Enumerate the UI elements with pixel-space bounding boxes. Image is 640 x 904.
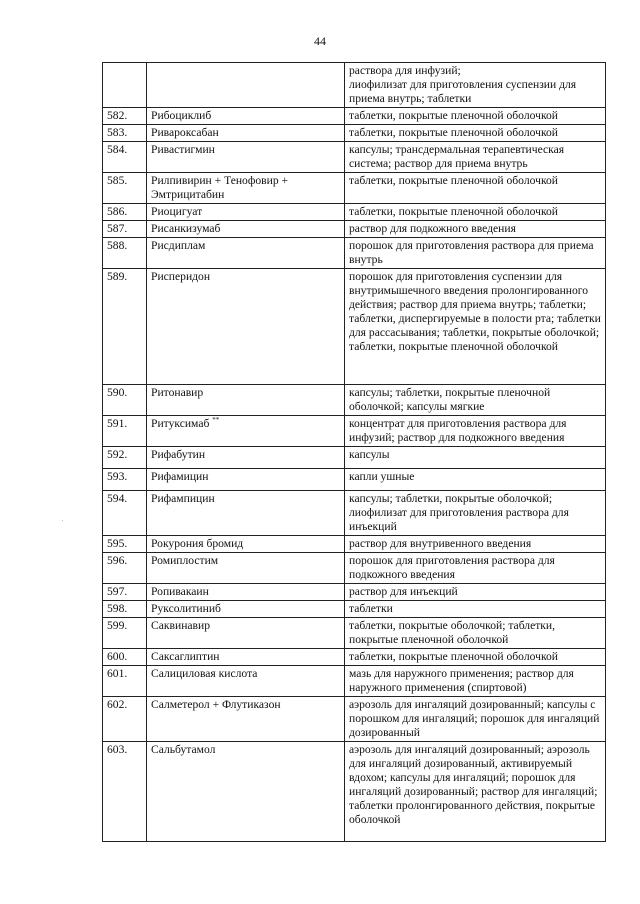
drug-name: Рисперидон bbox=[151, 270, 211, 283]
drug-name-cell bbox=[147, 204, 345, 221]
drug-name-cell bbox=[147, 221, 345, 238]
dosage-form: порошок для приготовления суспензии для внутримышечного введения пролонгированного действия; раствор для приема внутрь; таблетки; таблетки, диспергируемые в полости рта; таблетки для рассасывания; таблетки, покрытые оболочкой; таблетки, покрытые пленочной оболочкой bbox=[345, 269, 606, 385]
dosage-form: концентрат для приготовления раствора для инфузий; раствор для подкожного введения bbox=[345, 416, 606, 447]
table-row bbox=[103, 416, 606, 447]
drug-name: Рифабутин bbox=[151, 448, 206, 461]
drug-name-cell bbox=[147, 666, 345, 697]
drug-name: Ривастигмин bbox=[151, 143, 215, 156]
dosage-form: таблетки bbox=[345, 601, 606, 618]
row-number: 582. bbox=[103, 108, 147, 125]
drug-name: Сальбутамол bbox=[151, 743, 216, 756]
drug-name: Ропивакаин bbox=[151, 585, 209, 598]
row-number: 590. bbox=[103, 385, 147, 416]
drug-name-cell bbox=[147, 238, 345, 269]
drug-name-cell bbox=[147, 469, 345, 491]
drug-name-cell bbox=[147, 108, 345, 125]
table-row bbox=[103, 536, 606, 553]
dosage-form: таблетки, покрытые пленочной оболочкой bbox=[345, 649, 606, 666]
drug-name-cell bbox=[147, 697, 345, 742]
row-number: 595. bbox=[103, 536, 147, 553]
drug-name-cell bbox=[147, 491, 345, 536]
table-row bbox=[103, 469, 606, 491]
dosage-form: капли ушные bbox=[345, 469, 606, 491]
drug-name: Руксолитиниб bbox=[151, 602, 221, 615]
dosage-form: аэрозоль для ингаляций дозированный; капсулы с порошком для ингаляций; порошок для ингаляций дозированный bbox=[345, 697, 606, 742]
drug-name: Рилпивирин + Тенофовир + Эмтрицитабин bbox=[151, 174, 289, 201]
drug-name: Саквинавир bbox=[151, 619, 211, 632]
row-number: 603. bbox=[103, 742, 147, 842]
dosage-form: капсулы; таблетки, покрытые оболочкой; лиофилизат для приготовления раствора для инъекций bbox=[345, 491, 606, 536]
table-row bbox=[103, 553, 606, 584]
table-row bbox=[103, 385, 606, 416]
row-number: 602. bbox=[103, 697, 147, 742]
table-row bbox=[103, 125, 606, 142]
row-number: 596. bbox=[103, 553, 147, 584]
table-row bbox=[103, 666, 606, 697]
drug-name-cell bbox=[147, 742, 345, 842]
dosage-form: раствор для инъекций bbox=[345, 584, 606, 601]
dosage-form: таблетки, покрытые пленочной оболочкой bbox=[345, 125, 606, 142]
drug-name: Рисдиплам bbox=[151, 239, 206, 252]
table-row bbox=[103, 238, 606, 269]
drug-name-cell bbox=[147, 536, 345, 553]
table-row bbox=[103, 173, 606, 204]
drug-name-cell bbox=[147, 553, 345, 584]
row-number: 601. bbox=[103, 666, 147, 697]
drug-name: Рифампицин bbox=[151, 492, 215, 505]
drug-name: Рисанкизумаб bbox=[151, 222, 221, 235]
table-body bbox=[103, 63, 606, 842]
row-number bbox=[103, 63, 147, 108]
drug-name-cell bbox=[147, 416, 345, 447]
table-row bbox=[103, 491, 606, 536]
table-row bbox=[103, 649, 606, 666]
drug-name: Ритонавир bbox=[151, 386, 204, 399]
drug-name-cell bbox=[147, 447, 345, 469]
drug-name-cell bbox=[147, 142, 345, 173]
drug-name: Рифамицин bbox=[151, 470, 209, 483]
dosage-form: раствор для подкожного введения bbox=[345, 221, 606, 238]
drug-name: Рокурония бромид bbox=[151, 537, 244, 550]
dosage-form: капсулы; таблетки, покрытые пленочной оболочкой; капсулы мягкие bbox=[345, 385, 606, 416]
dosage-form: таблетки, покрытые оболочкой; таблетки, покрытые пленочной оболочкой bbox=[345, 618, 606, 649]
drug-name-cell bbox=[147, 385, 345, 416]
table-row bbox=[103, 142, 606, 173]
drug-name-cell bbox=[147, 584, 345, 601]
drug-name-cell bbox=[147, 649, 345, 666]
dosage-form: таблетки, покрытые пленочной оболочкой bbox=[345, 173, 606, 204]
row-number: 593. bbox=[103, 469, 147, 491]
row-number: 591. bbox=[103, 416, 147, 447]
table-row bbox=[103, 204, 606, 221]
dosage-form: раствор для внутривенного введения bbox=[345, 536, 606, 553]
row-number: 589. bbox=[103, 269, 147, 385]
row-number: 585. bbox=[103, 173, 147, 204]
drug-name-cell bbox=[147, 63, 345, 108]
table-row bbox=[103, 584, 606, 601]
drug-name: Ритуксимаб bbox=[151, 417, 210, 430]
drug-table bbox=[102, 62, 606, 842]
drug-name: Ромиплостим bbox=[151, 554, 219, 567]
table-row bbox=[103, 601, 606, 618]
table-row bbox=[103, 447, 606, 469]
drug-name-footnote-mark: ** bbox=[212, 416, 220, 424]
drug-name-cell bbox=[147, 125, 345, 142]
table-row bbox=[103, 63, 606, 108]
dosage-form: раствора для инфузий; лиофилизат для приготовления суспензии для приема внутрь; таблетки bbox=[345, 63, 606, 108]
row-number: 594. bbox=[103, 491, 147, 536]
row-number: 583. bbox=[103, 125, 147, 142]
table-row bbox=[103, 221, 606, 238]
table-row bbox=[103, 108, 606, 125]
row-number: 597. bbox=[103, 584, 147, 601]
table-row bbox=[103, 618, 606, 649]
dosage-form: порошок для приготовления раствора для подкожного введения bbox=[345, 553, 606, 584]
drug-name: Ривароксабан bbox=[151, 126, 219, 139]
table-row bbox=[103, 269, 606, 385]
page-number: 44 bbox=[314, 34, 326, 48]
drug-name-cell bbox=[147, 173, 345, 204]
dosage-form: капсулы; трансдермальная терапевтическая система; раствор для приема внутрь bbox=[345, 142, 606, 173]
table-row bbox=[103, 697, 606, 742]
dosage-form: таблетки, покрытые пленочной оболочкой bbox=[345, 204, 606, 221]
drug-name: Риоцигуат bbox=[151, 205, 203, 218]
row-number: 600. bbox=[103, 649, 147, 666]
drug-name: Салициловая кислота bbox=[151, 667, 258, 680]
drug-name: Рибоциклиб bbox=[151, 109, 212, 122]
row-number: 586. bbox=[103, 204, 147, 221]
dosage-form: аэрозоль для ингаляций дозированный; аэрозоль для ингаляций дозированный, активируемый вдохом; капсулы для ингаляций; порошок для ингаляций дозированный; раствор для ингаляций; таблетки пролонгированного действия, покрытые оболочкой bbox=[345, 742, 606, 842]
dosage-form: капсулы bbox=[345, 447, 606, 469]
row-number: 588. bbox=[103, 238, 147, 269]
scan-speck bbox=[62, 520, 63, 521]
row-number: 598. bbox=[103, 601, 147, 618]
drug-name: Саксаглиптин bbox=[151, 650, 220, 663]
dosage-form: порошок для приготовления раствора для приема внутрь bbox=[345, 238, 606, 269]
table-row bbox=[103, 742, 606, 842]
row-number: 584. bbox=[103, 142, 147, 173]
dosage-form: мазь для наружного применения; раствор для наружного применения (спиртовой) bbox=[345, 666, 606, 697]
dosage-form: таблетки, покрытые пленочной оболочкой bbox=[345, 108, 606, 125]
row-number: 587. bbox=[103, 221, 147, 238]
row-number: 599. bbox=[103, 618, 147, 649]
drug-name-cell bbox=[147, 269, 345, 385]
drug-name: Салметерол + Флутиказон bbox=[151, 698, 281, 711]
row-number: 592. bbox=[103, 447, 147, 469]
drug-name-cell bbox=[147, 618, 345, 649]
drug-name-cell bbox=[147, 601, 345, 618]
